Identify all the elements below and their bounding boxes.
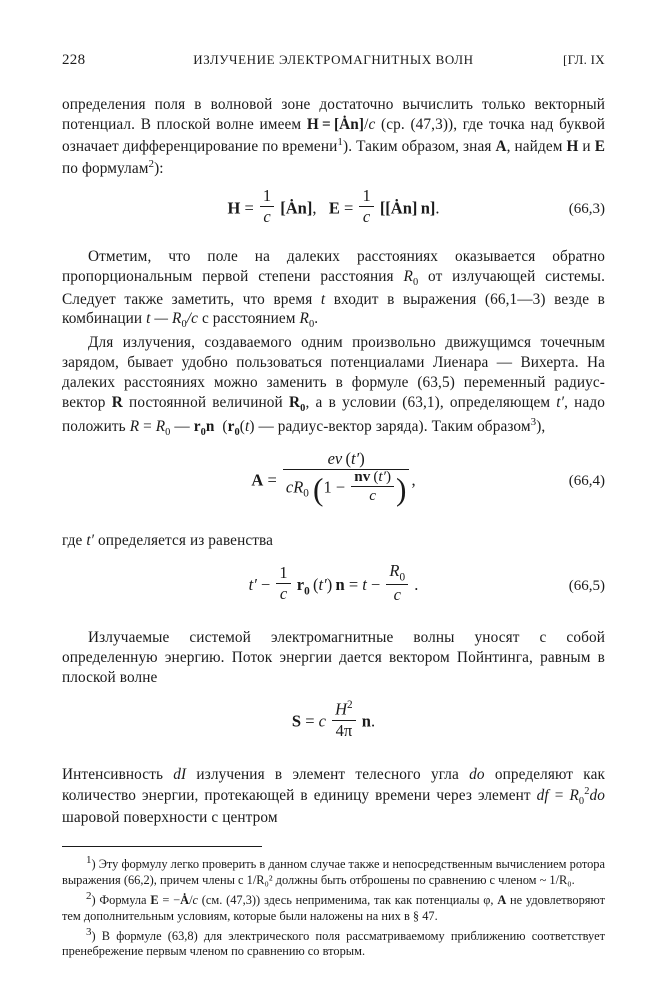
inline-vector-R0: R (289, 393, 301, 411)
inline-vector-E: E (594, 137, 605, 155)
paragraph-3-text-c: , а в условии (63,1), определяющем (305, 393, 557, 411)
inline-r0n-sub: 0 (200, 427, 206, 439)
paragraph-4 (62, 531, 605, 551)
footnote-1 (62, 854, 605, 889)
paragraph-1-text-g: ): (154, 159, 164, 177)
equation-66-5-number: (66,5) (568, 577, 605, 594)
inline-vector-H: H (566, 137, 579, 155)
paragraph-2-text-a: Отметим, что поле на далеких расстояниях оказывается обратно пропорциональным первой степени расстояния (62, 248, 605, 285)
inline-formula-H-equals: H = [Ȧn] (306, 115, 365, 133)
inline-vector-R0-sub: 0 (300, 402, 306, 414)
footnote-2-text-b: (см. (47,3)) здесь неприменима, так как потенциалы φ, (198, 893, 498, 908)
inline-do-b: do (589, 786, 605, 804)
footnote-3-marker: 3 (86, 925, 92, 938)
footnote-ref-2: 2 (148, 157, 155, 170)
paragraph-1-text-e: и (578, 137, 595, 155)
equation-poynting: S = c $\frac{H^2}{4\pi}$ n. (291, 699, 376, 740)
paragraph-3-text-f: ), (536, 418, 546, 436)
footnotes (62, 854, 605, 960)
paragraph-3-text-a: Для излучения, создаваемого одним произвольно движущимся точечным зарядом, бывает удобно пользоваться потенциалами Лиенара — Вихерта. На далеких расстояниях можно заменить в формуле (63,5) переменный радиус-вектор (62, 334, 605, 411)
paragraph-2-text-c: входит в выражения (66,1—3) везде в комбинации (62, 290, 605, 328)
equation-66-3: H = $\frac{1}{c}$ [Ȧn], E = $\frac{1}{c}$ [[Ȧn] n]. (227, 186, 440, 227)
inline-t-a: t (320, 290, 326, 308)
footnote-2-c: c (192, 893, 199, 908)
paragraph-3-text-e: — радиус-вектор заряда). Таким образом (254, 418, 531, 436)
page-number: 228 (62, 52, 86, 68)
inline-R0-a: R (403, 268, 413, 285)
footnote-3-text: ) В формуле (63,8) для электрического поля рассматриваемому приближению соответствует пренебрежение первым членом по сравнению со вторым. (62, 928, 605, 959)
paragraph-3-text-b: постоянной величиной (122, 393, 289, 411)
inline-R0-sub-c: 0 (308, 319, 315, 331)
inline-t-prime-a: t′ (556, 393, 565, 411)
footnote-1-marker: 1 (86, 854, 92, 867)
equation-66-5: t′ − $\frac{1}{c}$ $r_0$ (t′) n = t − $\frac{R_0}{c}$ . (248, 561, 419, 605)
footnote-2-formula-b: Ȧ (180, 893, 190, 908)
chapter-marker: [ГЛ. IX (562, 52, 605, 67)
footnote-separator (62, 846, 262, 847)
paragraph-4-text-b: определяется из равенства (94, 531, 274, 549)
inline-r0n: r (193, 418, 201, 436)
inline-r0-of-t-sub: 0 (234, 427, 240, 439)
equation-66-4-number: (66,4) (568, 472, 605, 489)
inline-t-arg: t (244, 418, 250, 436)
inline-R0-sub-a: 0 (412, 277, 419, 289)
footnote-2-formula: E (150, 893, 159, 908)
paragraph-1 (62, 95, 605, 179)
equation-66-4-row (62, 449, 605, 510)
inline-t-prime-b: t′ (86, 531, 95, 549)
inline-slash: / (364, 115, 369, 133)
inline-R0-sub-d: 0 (165, 427, 171, 439)
paragraph-3-text-d: , надо положить (62, 393, 605, 436)
paragraph-6-text-c: определяют как количество энергии, протекающей в единицу времени через элемент (62, 765, 605, 804)
paragraph-2-text-e: . (314, 310, 319, 328)
equation-66-5-row (62, 561, 605, 608)
footnote-1-text: ) Эту формулу легко проверить в данном случае также и непосредственным вычислением ротора выражения (66,2), причем члены с 1/R₀² должны быть отброшены по сравнению с членом ~ 1/R₀. (62, 857, 605, 888)
footnote-2: 2) Формула E = −Ȧ/c (см. (47,3)) здесь неприменима, так как потенциалы φ, A не удовлетворяют тем дополнительным условиям, которые были наложены на них в § 47. (62, 889, 605, 923)
paragraph-6-text-d: шаровой поверхности с центром (62, 809, 278, 827)
equation-poynting-row (62, 699, 605, 743)
equation-66-3-row (62, 186, 605, 229)
inline-t-minus-R0-over-c: t — R (146, 310, 182, 328)
equation-66-4: A = ev (t′) $cR_0$ (1 − $\frac{nv (t')}{c}$ ) , (251, 449, 416, 507)
paragraph-3: Для излучения, создаваемого одним произвольно движущимся точечным зарядом, бывает удобно пользоваться потенциалами Лиенара — Вихерта. На далеких расстояниях можно заменить в формуле (63,5) переменный радиус-вектор R постоянной величиной $R_0$, а в условии (63,1), определяющем t′, надо положить $R = R_0$ — $r_0n$ ($r_0(t)$ — радиус-вектор заряда). Таким образом$^3$), (62, 334, 605, 439)
inline-R0-squared-do: R (569, 786, 579, 804)
running-title: ИЗЛУЧЕНИЕ ЭЛЕКТРОМАГНИТНЫХ ВОЛН (193, 52, 474, 67)
equation-66-3-number: (66,3) (568, 200, 605, 217)
footnote-2-text-a: ) Формула (91, 893, 151, 908)
inline-R0-b: R (299, 310, 309, 328)
inline-c: c (368, 115, 376, 133)
paragraph-6-text-a: Интенсивность (62, 765, 174, 783)
inline-dI: dI (173, 765, 187, 783)
inline-R0-sq-sub: 0 (578, 795, 585, 807)
footnote-ref-1: 1 (337, 135, 343, 148)
paragraph-4-text-a: где (62, 531, 87, 549)
inline-r0-of-t: r (227, 418, 235, 436)
footnote-2-text-c: не удовлетворяют тем дополнительным условиям, которые были наложены на них в § 47. (62, 893, 605, 923)
paragraph-1-text-c: ). Таким образом, зная (343, 137, 496, 155)
inline-n: n (205, 418, 215, 436)
paragraph-5: Излучаемые системой электромагнитные волны уносят с собой определенную энергию. Поток энергии дается вектором Пойнтинга, равным в плоской волне (62, 629, 605, 687)
inline-do: do (469, 765, 485, 783)
paragraph-2-text-b: от излучающей системы. Следует также заметить, что время (62, 268, 605, 308)
paragraph-1-text-d: , найдем (506, 137, 567, 155)
paragraph-6-text-b: излучения в элемент телесного угла (186, 765, 470, 783)
paragraph-1-text-a: определения поля в волновой зоне достаточно вычислить только векторный потенциал. В плоской волне имеем (62, 96, 605, 133)
inline-df-equals: df (536, 786, 549, 804)
inline-vector-R: R (111, 393, 123, 411)
paragraph-2-text-d: с расстоянием (198, 310, 300, 328)
footnote-3 (62, 926, 605, 961)
running-head (62, 52, 605, 69)
footnote-ref-3: 3 (530, 416, 537, 429)
inline-vector-A: A (495, 137, 507, 155)
inline-R-equals: R (129, 418, 140, 436)
paragraph-2 (62, 247, 605, 332)
footnote-2-vector-A: A (497, 893, 507, 908)
footnote-2-marker: 2 (86, 889, 92, 902)
footnote-2-slash: / (189, 893, 193, 908)
inline-R0-c: R (155, 418, 166, 436)
inline-R0-sub-b: 0 (181, 319, 187, 331)
paragraph-6: Интенсивность dI излучения в элемент телесного угла do определяют как количество энергии, протекающей в единицу времени через элемент df = $R_0^2do$ шаровой поверхности с центром (62, 765, 605, 827)
paragraph-1-text-f: по формулам (62, 159, 149, 177)
inline-over-c: /c (186, 310, 199, 328)
inline-R0-sq-sup: 2 (584, 785, 590, 797)
paragraph-1-text-b: (ср. (47,3)), где точка над буквой означает дифференцирование по времени (62, 115, 606, 155)
